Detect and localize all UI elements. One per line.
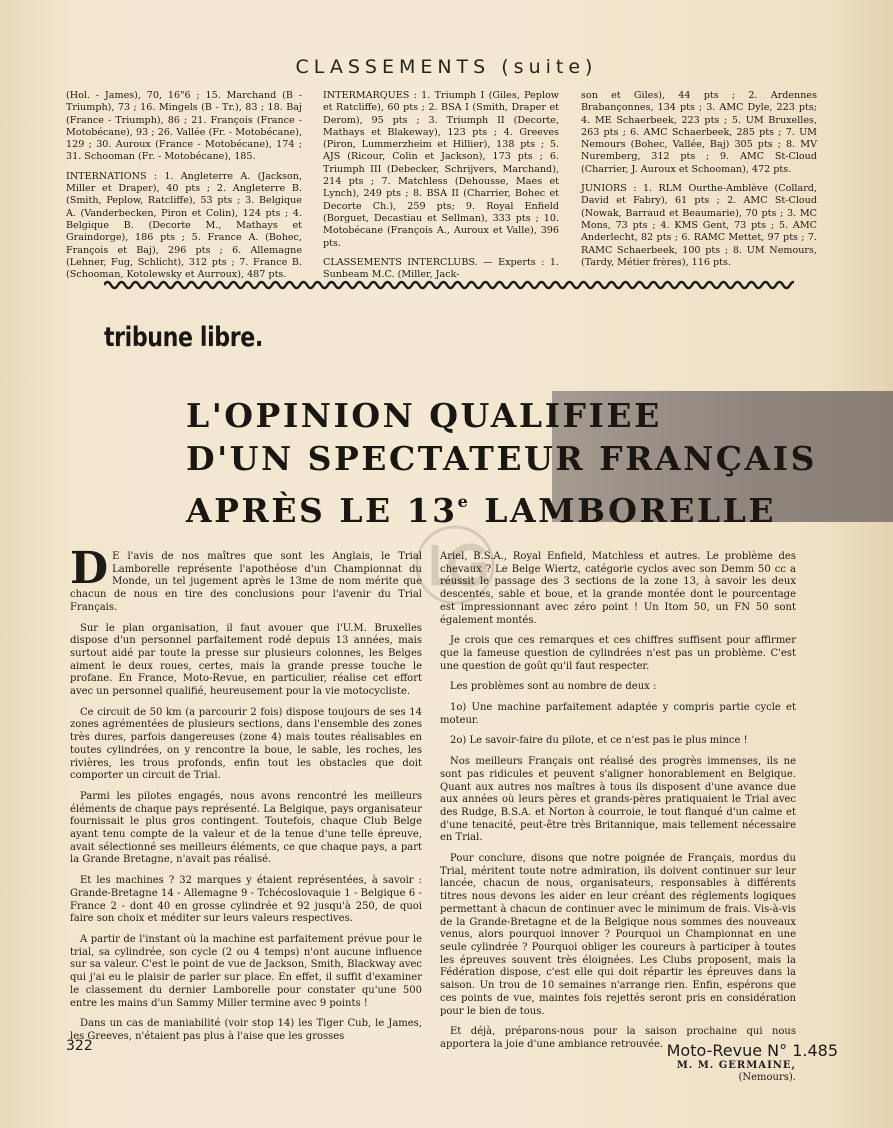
results-paragraph: INTERNATIONS : 1. Angleterre A. (Jackson, Miller et Draper), 40 pts ; 2. Angleterre B. (Smith, Peplow, Ratcliffe), 53 pts ; 3. Belgique A. (Vanderbecken, Piron et Colin), 124 pts ; 4. Belgique B. (Decorte M., Mathays et Graindorge), 186 pts ; 5. France A. (Bohec, François et Baj), 296 pts ; 6. Allemagne (Lehner, Fug, Schlicht), 312 pts ; 7. France B. (Schooman, Kotolewsky et Aurroux), 487 pts.	[66, 170, 302, 281]
article-paragraph: D E l'avis de nos maîtres que sont les Anglais, le Trial Lamborelle représente l'apothéose d'un Championnat du Monde, un tel jugement après le 13me de nom mérite que chacun de nous en tire des conclusions pour l'avenir du Trial Français.	[70, 543, 422, 613]
results-column-1	[66, 90, 302, 288]
results-paragraph: CLASSEMENTS INTERCLUBS. — Experts : 1. Sunbeam M.C. (Miller, Jack-	[323, 256, 559, 281]
article-paragraph: Sur le plan organisation, il faut avouer que l'U.M. Bruxelles dispose d'un personnel parfaitement rodé depuis 13 années, mais surtout aidé par toute la presse sur plusieurs colonnes, les Belges aiment le deux roues, certes, mais la grande presse touche le profane. En France, Moto-Revue, en particulier, réalise cet effort avec un personnel qualifié, heureusement pour la vie motocycliste.	[70, 622, 422, 698]
article-headline	[186, 394, 826, 532]
headline-line-2: D'UN SPECTATEUR FRANÇAIS	[186, 439, 817, 478]
article-paragraph: Pour conclure, disons que notre poignée de Français, mordus du Trial, méritent toute notre admiration, ils doivent continuer sur leur lancée, chacun de nous, organisateurs, responsables à différents titres nous devons les aider en leur créant des réglements logiques permettant à chacun de continuer avec le minimum de frais. Vis-à-vis de la Grande-Bretagne et de la Belgique nous sommes des nouveaux venus, alors pourquoi innover ? Pourquoi un Championnat en une seule cylindrée ? Pourquoi obliger les coureurs à participer à toutes les épreuves souvent très éloignées. Les Clubs proposent, mais la Fédération dispose, c'est elle qui doit répartir les épreuves dans la saison. Un trou de 10 semaines n'arrange rien. Enfin, espérons que ces points de vue, maintes fois rejettés seront pris en considération pour le bien de tous.	[440, 853, 796, 1017]
headline-line-3: APRÈS LE 13e LAMBORELLE	[186, 491, 776, 530]
article-paragraph: A partir de l'instant où la machine est parfaitement prévue pour le trial, sa cylindrée, son cycle (2 ou 4 temps) n'ont aucune influence sur sa valeur. C'est le point de vue de Jackson, Smith, Blackway avec qui j'ai eu le plaisir de parler sur place. En effet, il suffit d'examiner le classement du dernier Lamborelle pour constater qu'une 500 entre les mains d'un Sammy Miller termine avec 9 points !	[70, 933, 422, 1009]
drop-cap: D	[70, 543, 109, 594]
article-paragraph: Et les machines ? 32 marques y étaient représentées, à savoir : Grande-Bretagne 14 - Allemagne 9 - Tchécoslovaquie 1 - Belgique 6 - France 2 - dont 40 en grosse cylindrée et 92 jusqu'à 250, de quoi faire son choix et méditer sur leurs valeurs respectives.	[70, 875, 422, 925]
article-paragraph: Dans un cas de maniabilité (voir stop 14) les Tiger Cub, le James, les Greeves, n'étaient pas plus à l'aise que les grosses	[70, 1018, 422, 1042]
article-paragraph: 1o) Une machine parfaitement adaptée y compris partie cycle et moteur.	[440, 702, 796, 726]
wavy-divider	[104, 278, 794, 292]
article-paragraph: Et déjà, préparons-nous pour la saison prochaine qui nous apportera la joie d'une ambiance retrouvée.	[440, 1026, 796, 1050]
article-paragraph: Nos meilleurs Français ont réalisé des progrès immenses, ils ne sont pas ridicules et peuvent s'aligner honorablement en Belgique. Quant aux autres nos maîtres à tous ils disposent d'une avance due aux années où leurs pères et grands-pères pratiquaient le Trial avec des Rudge, B.S.A. et Norton à courroie, le tout flanqué d'un calme et d'une tenacité, peut-être très Britannique, mais tellement nécessaire en Trial.	[440, 756, 796, 844]
results-paragraph: JUNIORS : 1. RLM Ourthe-Amblève (Collard, David et Fabry), 61 pts ; 2. AMC St-Cloud (Nowak, Barraud et Beaumarie), 70 pts ; 3. MC Mons, 73 pts ; 4. KMS Gent, 73 pts ; 5. AMC Anderlecht, 82 pts ; 6. RAMC Mettet, 97 pts ; 7. RAMC Schaerbeek, 100 pts ; 8. UM Nemours, (Tardy, Métier frères), 116 pts.	[581, 183, 817, 268]
results-column-3	[581, 90, 817, 276]
article-paragraph: 2o) Le savoir-faire du pilote, et ce n'est pas le plus mince !	[450, 735, 748, 747]
results-paragraph: son et Giles), 44 pts ; 2. Ardennes Brabançonnes, 134 pts ; 3. AMC Dyle, 223 pts; 4. ME Schaerbeek, 223 pts ; 5. UM Bruxelles, 263 pts ; 6. AMC Schaerbeek, 285 pts ; 7. UM Nemours (Bohec, Vallée, Baj) 305 pts ; 8. MV Nuremberg, 312 pts ; 9. AMC St-Cloud (Charrier, J. Auroux et Schooman), 472 pts.	[581, 90, 817, 175]
results-paragraph: INTERMARQUES : 1. Triumph I (Giles, Peplow et Ratcliffe), 60 pts ; 2. BSA I (Smith, Draper et Derom), 95 pts ; 3. Triumph II (Decorte, Mathays et Blakeway), 123 pts ; 4. Greeves (Piron, Lummerzheim et Hillier), 138 pts ; 5. AJS (Ricour, Colin et Jackson), 173 pts ; 6. Triumph III (Debecker, Schrijvers, Marchand), 214 pts ; 7. Matchless (Dehousse, Maes et Lynch), 249 pts ; 8. BSA II (Charrier, Bohec et Decorte Ch.), 259 pts; 9. Royal Enfield (Borguet, Decastiau et Sellman), 333 pts ; 10. Motobécane (François A., Auroux et Valle), 396 pts.	[323, 90, 559, 249]
page-number: 322	[66, 1038, 93, 1054]
article-column-2	[440, 551, 796, 1093]
page-header: CLASSEMENTS (suite)	[295, 56, 598, 78]
results-paragraph: (Hol. - James), 70, 16"6 ; 15. Marchand (B - Triumph), 73 ; 16. Mingels (B - Tr.), 83 ; 18. Baj (France - Triumph), 86 ; 21. François (France - Motobécane), 93 ; 26. Vallée (Fr. - Motobécane), 129 ; 30. Auroux (France - Motobécane), 174 ; 31. Schooman (Fr. - Motobécane), 185.	[66, 90, 302, 163]
magazine-issue: Moto-Revue N° 1.485	[666, 1041, 838, 1060]
section-label: tribune libre.	[104, 322, 263, 353]
headline-line-1: L'OPINION QUALIFIEE	[186, 396, 662, 435]
article-paragraph: Les problèmes sont au nombre de deux :	[450, 681, 657, 693]
article-paragraph: Ce circuit de 50 km (a parcourir 2 fois) dispose toujours de ses 14 zones agrémentées de plusieurs sections, dans l'ensemble des zones très dures, parfois dangereuses (zone 4) mais toutes réalisables en toutes cylindrées, on y rencontre la boue, le sable, les roches, les rivières, les trous profonds, enfin tout les obstacles que doit comporter un circuit de Trial.	[70, 706, 422, 782]
article-paragraph: Ariel, B.S.A., Royal Enfield, Matchless et autres. Le problème des chevaux ? Le Belge Wiertz, catégorie cyclos avec son Demm 50 cc a réussit le passage des 3 sections de la zone 13, à savoir les deux descentes, sable et boue, et la grande montée dont le pourcentage est impressionnant avec zéro point ! Un Itom 50, un FN 50 sont également montés.	[440, 551, 796, 626]
article-paragraph: Je crois que ces remarques et ces chiffres suffisent pour affirmer que la fameuse question de cylindrées n'est pas un problème. C'est une question de goût qu'il faut respecter.	[440, 635, 796, 672]
article-column-1	[70, 543, 422, 1052]
author-signature: M. M. GERMAINE, (Nemours).	[676, 1059, 796, 1084]
article-paragraph: Parmi les pilotes engagés, nous avons rencontré les meilleurs éléments de chaque pays représenté. La Belgique, pays organisateur fournissait le plus gros contingent. Toutefois, chaque Club Belge ayant tenu compte de la valeur et de la tenue d'une telle épreuve, avait sélectionné ses meilleurs éléments, ce que chaque pays, a part la Grande Bretagne, n'avait pas réalisé.	[70, 790, 422, 866]
results-column-2	[323, 90, 559, 288]
